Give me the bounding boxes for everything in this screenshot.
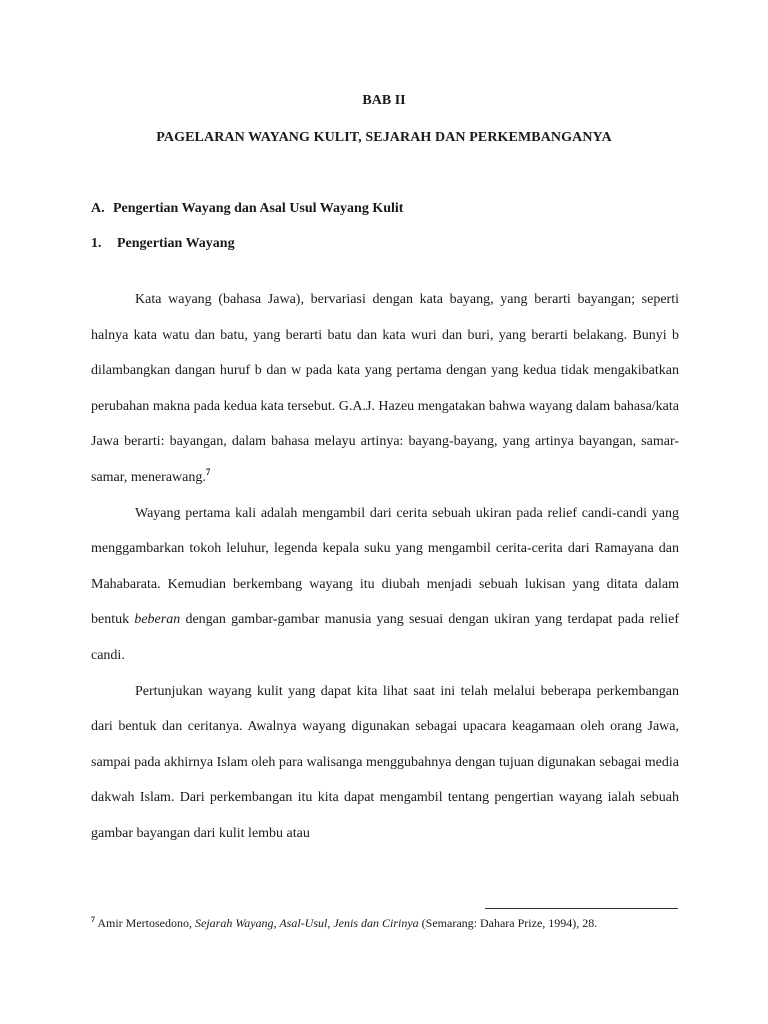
paragraph-1-text: Kata wayang (bahasa Jawa), bervariasi dengan kata bayang, yang berarti bayangan; seperti halnya kata watu dan batu, yang berarti batu dan kata wuri dan buri, yang berarti belakang. Bunyi b dilambangkan dangan huruf b dan w pada kata yang pertama dengan yang kedua tidak mengakibatkan perubahan makna pada kedua kata tersebut. G.A.J. Hazeu mengatakan bahwa wayang dalam bahasa/kata Jawa berarti: bayangan, dalam bahasa melayu artinya: bayang-bayang, yang artinya bayangan, samar-samar, menerawang. <box>91 292 679 485</box>
paragraph-2 <box>91 496 679 674</box>
footnote-number: 7 <box>91 915 95 924</box>
chapter-heading: BAB II <box>362 93 406 108</box>
footnote-divider <box>485 908 678 909</box>
paragraph-3 <box>91 674 679 852</box>
footnote <box>91 916 597 931</box>
paragraph-2-text-a: Wayang pertama kali adalah mengambil dari cerita sebuah ukiran pada relief candi-candi yang menggambarkan tokoh leluhur, legenda kepala suku yang mengambil cerita-cerita dari Ramayana dan Mahabarata. Kemudian berkembang wayang itu diubah menjadi sebuah lukisan yang ditata dalam bentuk <box>91 505 679 628</box>
section-a-text: Pengertian Wayang dan Asal Usul Wayang Kulit <box>113 201 404 216</box>
footnote-reference[interactable]: 7 <box>205 466 211 477</box>
paragraph-2-italic-term: beberan <box>134 612 181 628</box>
footnote-author: Amir Mertosedono, <box>95 916 195 930</box>
section-a-number: A. <box>91 201 105 216</box>
subsection-1-heading <box>91 236 235 252</box>
subsection-1-number: 1. <box>91 236 102 251</box>
section-a-heading <box>91 201 403 217</box>
chapter-title: PAGELARAN WAYANG KULIT, SEJARAH DAN PERKEMBANGANYA <box>156 130 612 145</box>
paragraph-3-text: Pertunjukan wayang kulit yang dapat kita lihat saat ini telah melalui beberapa perkembangan dari bentuk dan ceritanya. Awalnya wayang digunakan sebagai upacara keagamaan oleh orang Jawa, sampai pada akhirnya Islam oleh para walisanga menggubahnya dengan tujuan digunakan sebagai media dakwah Islam. Dari perkembangan itu kita dapat mengambil tentang pengertian wayang ialah sebuah gambar bayangan dari kulit lembu atau <box>91 683 679 841</box>
footnote-book-title: Sejarah Wayang, Asal-Usul, Jenis dan Cirinya <box>195 916 419 930</box>
subsection-1-text: Pengertian Wayang <box>117 236 235 251</box>
paragraph-1 <box>91 282 679 496</box>
body-text <box>91 282 679 852</box>
footnote-publication: (Semarang: Dahara Prize, 1994), 28. <box>418 916 598 930</box>
paragraph-2-text-b: dengan gambar-gambar manusia yang sesuai dengan ukiran yang terdapat pada relief candi. <box>91 612 679 663</box>
